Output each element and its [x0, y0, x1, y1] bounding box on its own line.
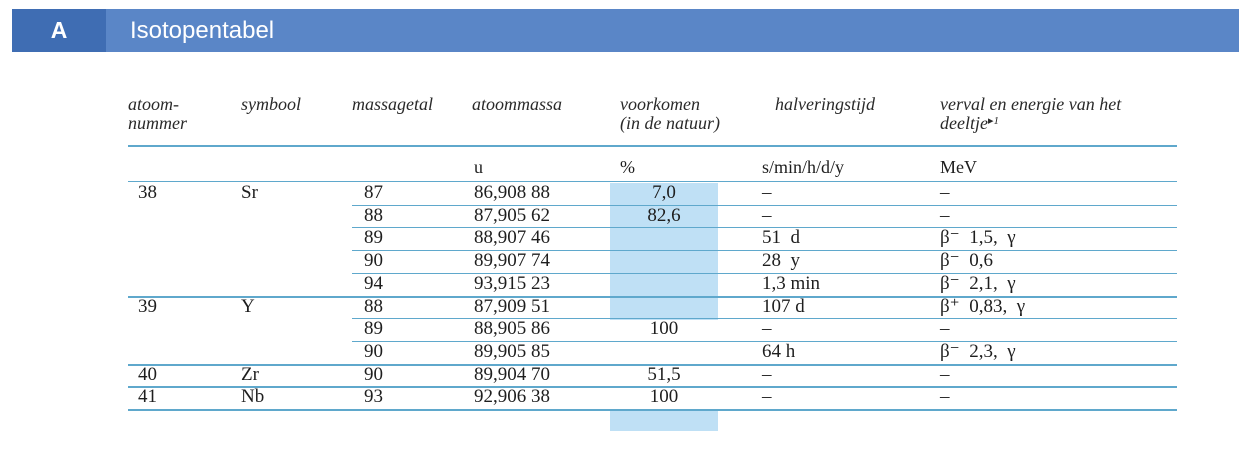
occurrence-highlight-zr	[610, 410, 718, 431]
cell-decay: β⁻ 0,6	[940, 250, 993, 272]
cell-mass-number: 90	[364, 340, 383, 362]
cell-decay: β⁻ 2,3, γ	[940, 340, 1016, 362]
cell-half-life: 107 d	[762, 295, 805, 317]
cell-atomic-mass: 87,909 51	[474, 295, 550, 317]
cell-symbol: Sr	[241, 182, 258, 203]
cell-occurrence: 7,0	[652, 182, 676, 203]
cell-half-life: 1,3 min	[762, 272, 821, 294]
cell-mass-number: 90	[364, 250, 383, 272]
cell-atomic-mass: 89,907 74	[474, 250, 550, 272]
unit-half-life: s/min/h/d/y	[762, 157, 845, 177]
cell-half-life: 51 d	[762, 227, 800, 249]
unit-atomic-mass: u	[474, 157, 483, 177]
col-header-half-life: halveringstijd	[775, 94, 875, 114]
cell-mass-number: 87	[364, 182, 383, 203]
cell-half-life: 28 y	[762, 250, 800, 272]
cell-occurrence: 100	[649, 318, 679, 340]
cell-atomic-mass: 93,915 23	[474, 272, 550, 294]
cell-occurrence: 82,6	[647, 204, 681, 226]
cell-atomic-mass: 92,906 38	[474, 386, 550, 408]
cell-half-life: –	[762, 318, 772, 340]
cell-half-life: 64 h	[762, 340, 796, 362]
cell-mass-number: 89	[364, 318, 383, 340]
col-header-occurrence: voorkomen (in de natuur)	[620, 94, 720, 133]
cell-atomic-number: 40	[138, 363, 157, 385]
footnote-marker: ▸1	[987, 115, 1000, 127]
cell-mass-number: 88	[364, 204, 383, 226]
col-header-decay	[940, 95, 1121, 133]
col-header-decay-text: verval en energie van het deeltje	[940, 94, 1122, 133]
page-title: Isotopentabel	[130, 17, 275, 44]
cell-atomic-mass: 89,905 85	[474, 340, 550, 362]
unit-decay: MeV	[940, 157, 977, 177]
cell-half-life: –	[762, 204, 772, 226]
cell-mass-number: 89	[364, 227, 383, 249]
cell-mass-number: 90	[364, 363, 383, 385]
cell-decay: –	[940, 204, 950, 226]
cell-mass-number: 93	[364, 386, 383, 408]
row-rule	[128, 409, 1177, 411]
cell-symbol: Y	[241, 295, 255, 317]
cell-atomic-mass: 88,907 46	[474, 227, 550, 249]
col-header-mass-number: massagetal	[352, 94, 433, 114]
cell-atomic-mass: 88,905 86	[474, 318, 550, 340]
cell-atomic-number: 39	[138, 295, 157, 317]
cell-mass-number: 94	[364, 272, 383, 294]
cell-occurrence: 51,5	[647, 363, 681, 385]
cell-occurrence: 100	[649, 386, 679, 408]
cell-half-life: –	[762, 363, 772, 385]
cell-decay: β⁻ 1,5, γ	[940, 227, 1016, 249]
cell-decay: –	[940, 182, 950, 203]
cell-atomic-mass: 89,904 70	[474, 363, 550, 385]
cell-half-life: –	[762, 182, 772, 203]
cell-mass-number: 88	[364, 295, 383, 317]
cell-symbol: Zr	[241, 363, 259, 385]
section-letter: A	[12, 9, 106, 52]
cell-decay: β⁻ 2,1, γ	[940, 272, 1016, 294]
col-header-atomic-number: atoom- nummer	[128, 94, 187, 133]
cell-decay: –	[940, 386, 950, 408]
unit-occurrence: %	[620, 157, 635, 177]
col-header-atomic-mass: atoommassa	[472, 94, 563, 114]
cell-decay: –	[940, 363, 950, 385]
cell-atomic-mass: 87,905 62	[474, 204, 550, 226]
cell-atomic-mass: 86,908 88	[474, 182, 550, 203]
cell-symbol: Nb	[241, 386, 265, 408]
col-header-symbol: symbool	[241, 94, 301, 114]
cell-half-life: –	[762, 386, 772, 408]
cell-decay: –	[940, 318, 950, 340]
cell-decay: β⁺ 0,83, γ	[940, 295, 1026, 317]
cell-atomic-number: 41	[138, 386, 157, 408]
header-rule	[128, 145, 1177, 147]
cell-atomic-number: 38	[138, 182, 157, 203]
